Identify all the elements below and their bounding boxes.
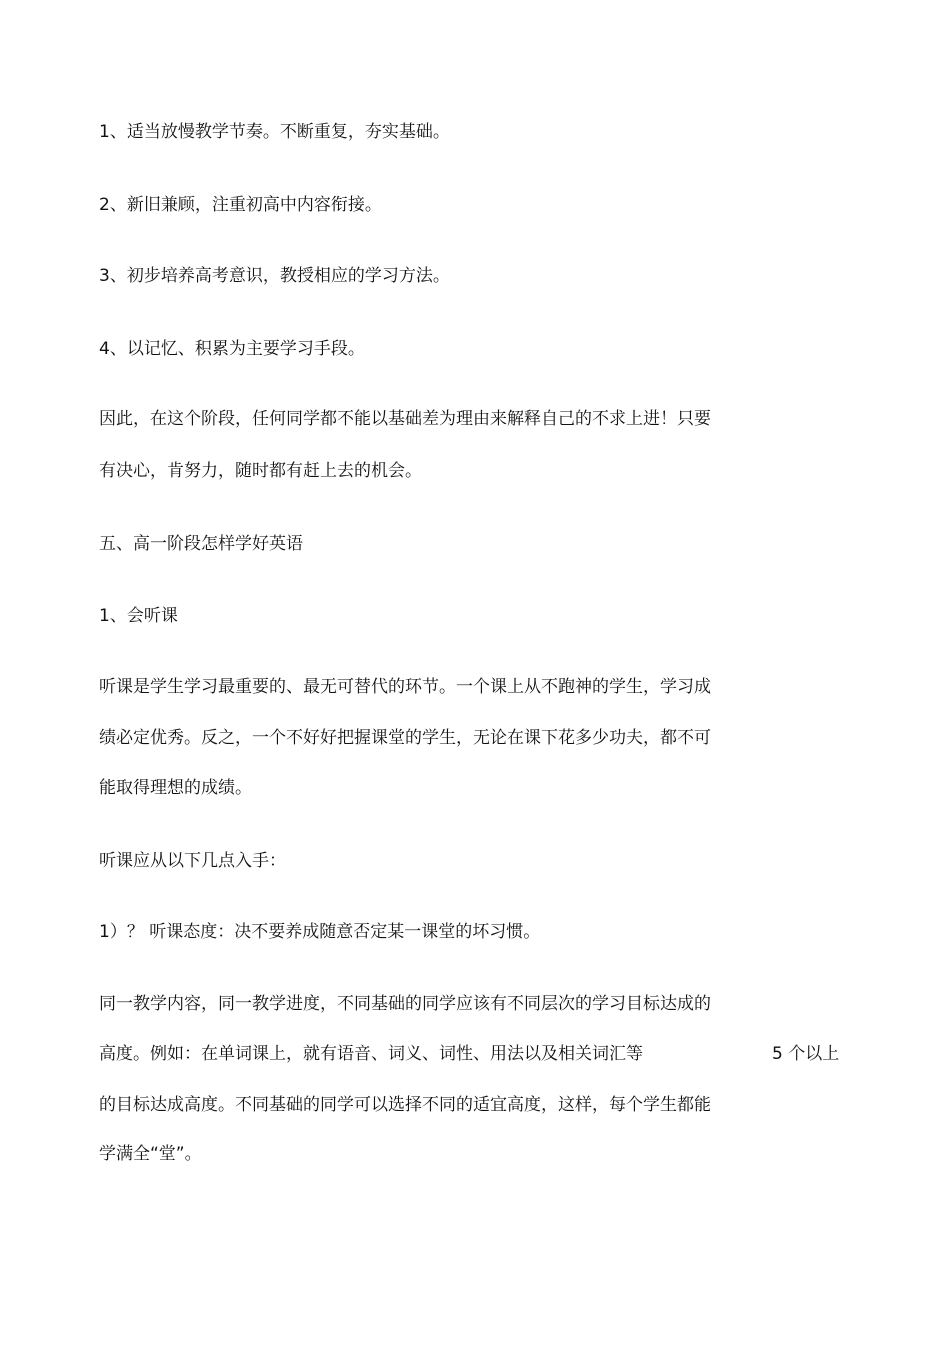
paragraph-line: 因此，在这个阶段，任何同学都不能以基础差为理由来解释自己的不求上进！只要 <box>99 409 711 429</box>
paragraph-line: 同一教学内容，同一教学进度，不同基础的同学应该有不同层次的学习目标达成的 <box>99 994 711 1014</box>
subsection-heading: 1、会听课 <box>99 606 178 626</box>
paragraph-line: 的目标达成高度。不同基础的同学可以选择不同的适宜高度，这样，每个学生都能 <box>99 1095 711 1115</box>
paragraph-line: 有决心，肯努力，随时都有赶上去的机会。 <box>99 461 422 481</box>
paragraph-line: 学满全“堂”。 <box>99 1144 202 1164</box>
paragraph-line: 听课是学生学习最重要的、最无可替代的环节。一个课上从不跑神的学生，学习成 <box>99 677 711 697</box>
paragraph-line-tail: 5 个以上 <box>772 1044 840 1064</box>
paragraph-line: 绩必定优秀。反之，一个不好好把握课堂的学生，无论在课下花多少功夫，都不可 <box>99 728 711 748</box>
paragraph-line: 听课应从以下几点入手： <box>99 851 286 871</box>
list-item-4: 4、以记忆、积累为主要学习手段。 <box>99 339 365 359</box>
section-heading: 五、高一阶段怎样学好英语 <box>99 534 303 554</box>
paragraph-line: 能取得理想的成绩。 <box>99 778 252 798</box>
list-item-1: 1、适当放慢教学节奏。不断重复，夯实基础。 <box>99 122 450 142</box>
list-item-3: 3、初步培养高考意识，教授相应的学习方法。 <box>99 266 450 286</box>
paragraph-line: 高度。例如：在单词课上，就有语音、词义、词性、用法以及相关词汇等 <box>99 1044 643 1064</box>
list-item: 1）？ 听课态度：决不要养成随意否定某一课堂的坏习惯。 <box>99 922 541 942</box>
list-item-2: 2、新旧兼顾，注重初高中内容衔接。 <box>99 195 382 215</box>
